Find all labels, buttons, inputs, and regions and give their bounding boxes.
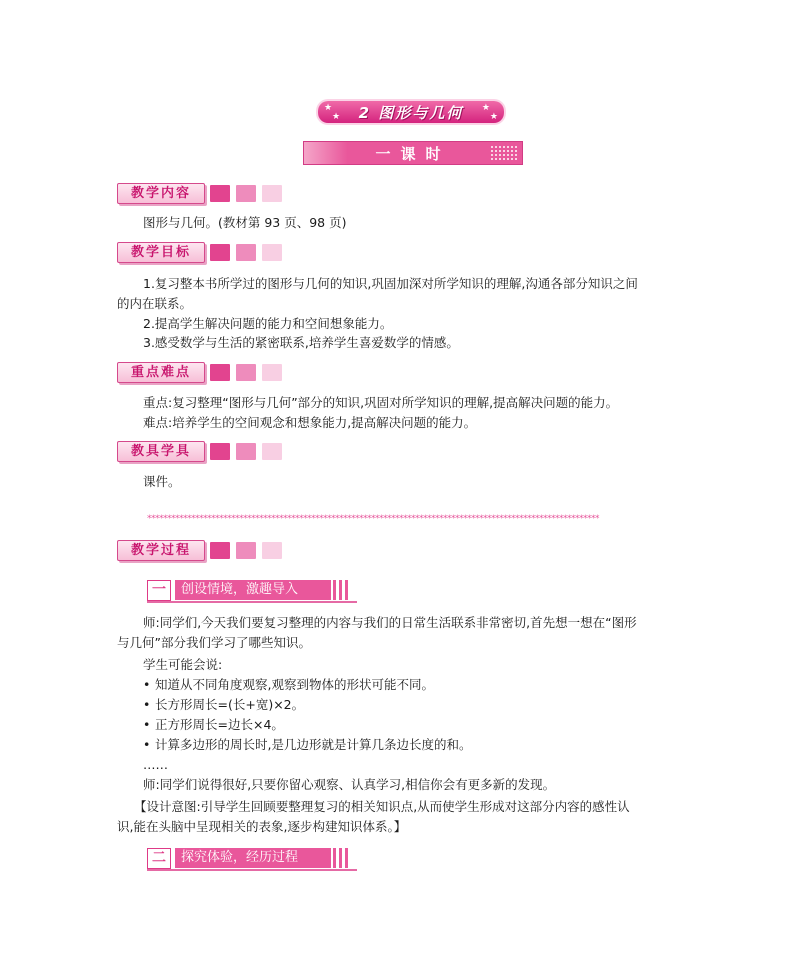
tools-text: 课件。 [143, 474, 181, 489]
step-header [147, 847, 357, 871]
design-intent-line: 识,能在头脑中呈现相关的表象,逐步构建知识体系。】 [117, 819, 407, 834]
dot-pattern [490, 145, 518, 161]
difficulty-line: 难点:培养学生的空间观念和想象能力,提高解决问题的能力。 [143, 415, 477, 430]
decor-square [262, 364, 282, 381]
star-divider: ***************************************************************************************************************** [147, 514, 599, 524]
section-label-content: 教学内容 [117, 183, 205, 204]
bullet-icon: • [143, 737, 151, 752]
decor-square [236, 244, 256, 261]
design-intent-line: 【设计意图:引导学生回顾要整理复习的相关知识点,从而使学生形成对这部分内容的感性认 [134, 799, 630, 814]
star-icon: ★ [324, 103, 333, 113]
key-point-line: 重点:复习整理“图形与几何”部分的知识,巩固对所学知识的理解,提高解决问题的能力。 [143, 395, 619, 410]
step-ticks [333, 580, 351, 600]
lesson-title: 一课时 [375, 145, 451, 163]
section-label-tools: 教具学具 [117, 441, 205, 462]
decor-square [210, 185, 230, 202]
list-item: • 知道从不同角度观察,观察到物体的形状可能不同。 [143, 677, 434, 692]
paragraph-line: 与几何”部分我们学习了哪些知识。 [117, 635, 311, 650]
objective-line: 2.提高学生解决问题的能力和空间想象能力。 [143, 316, 393, 331]
objective-line: 3.感受数学与生活的紧密联系,培养学生喜爱数学的情感。 [143, 335, 459, 350]
star-icon: ★ [489, 112, 498, 122]
step-title: 创设情境，激趣导入 [175, 580, 331, 600]
section-label-objectives: 教学目标 [117, 242, 205, 263]
decor-square [262, 443, 282, 460]
decor-square [236, 542, 256, 559]
bullet-icon: • [143, 717, 151, 732]
bullet-icon: • [143, 677, 151, 692]
paragraph-line: 师:同学们说得很好,只要你留心观察、认真学习,相信你会有更多新的发现。 [143, 777, 556, 792]
ellipsis: …… [143, 757, 168, 772]
decor-square [210, 364, 230, 381]
decor-square [262, 542, 282, 559]
paragraph-line: 师:同学们,今天我们要复习整理的内容与我们的日常生活联系非常密切,首先想一想在“图形 [143, 615, 637, 630]
decor-square [210, 244, 230, 261]
decor-square [236, 364, 256, 381]
decor-square [236, 443, 256, 460]
objective-line: 的内在联系。 [117, 296, 193, 311]
decor-square [262, 185, 282, 202]
step-header [147, 579, 357, 603]
content-text: 图形与几何。(教材第 93 页、98 页) [143, 215, 347, 230]
list-item: • 长方形周长=(长+宽)×2。 [143, 697, 305, 712]
decor-square [236, 185, 256, 202]
star-icon: ★ [332, 112, 341, 122]
section-label-process: 教学过程 [117, 540, 205, 561]
chapter-title: 2 图形与几何 [358, 104, 464, 122]
chapter-banner [318, 101, 504, 123]
list-item: • 正方形周长=边长×4。 [143, 717, 284, 732]
lesson-banner [303, 141, 523, 165]
objective-line: 1.复习整本书所学过的图形与几何的知识,巩固加深对所学知识的理解,沟通各部分知识之间 [143, 276, 638, 291]
step-number: 二 [147, 848, 171, 869]
decor-square [210, 443, 230, 460]
list-item: • 计算多边形的周长时,是几边形就是计算几条边长度的和。 [143, 737, 472, 752]
section-label-key-points: 重点难点 [117, 362, 205, 383]
step-ticks [333, 848, 351, 868]
bullet-icon: • [143, 697, 151, 712]
step-title: 探究体验，经历过程 [175, 848, 331, 868]
paragraph-line: 学生可能会说: [143, 657, 223, 672]
star-icon: ★ [481, 103, 490, 113]
step-number: 一 [147, 580, 171, 601]
decor-square [262, 244, 282, 261]
decor-square [210, 542, 230, 559]
